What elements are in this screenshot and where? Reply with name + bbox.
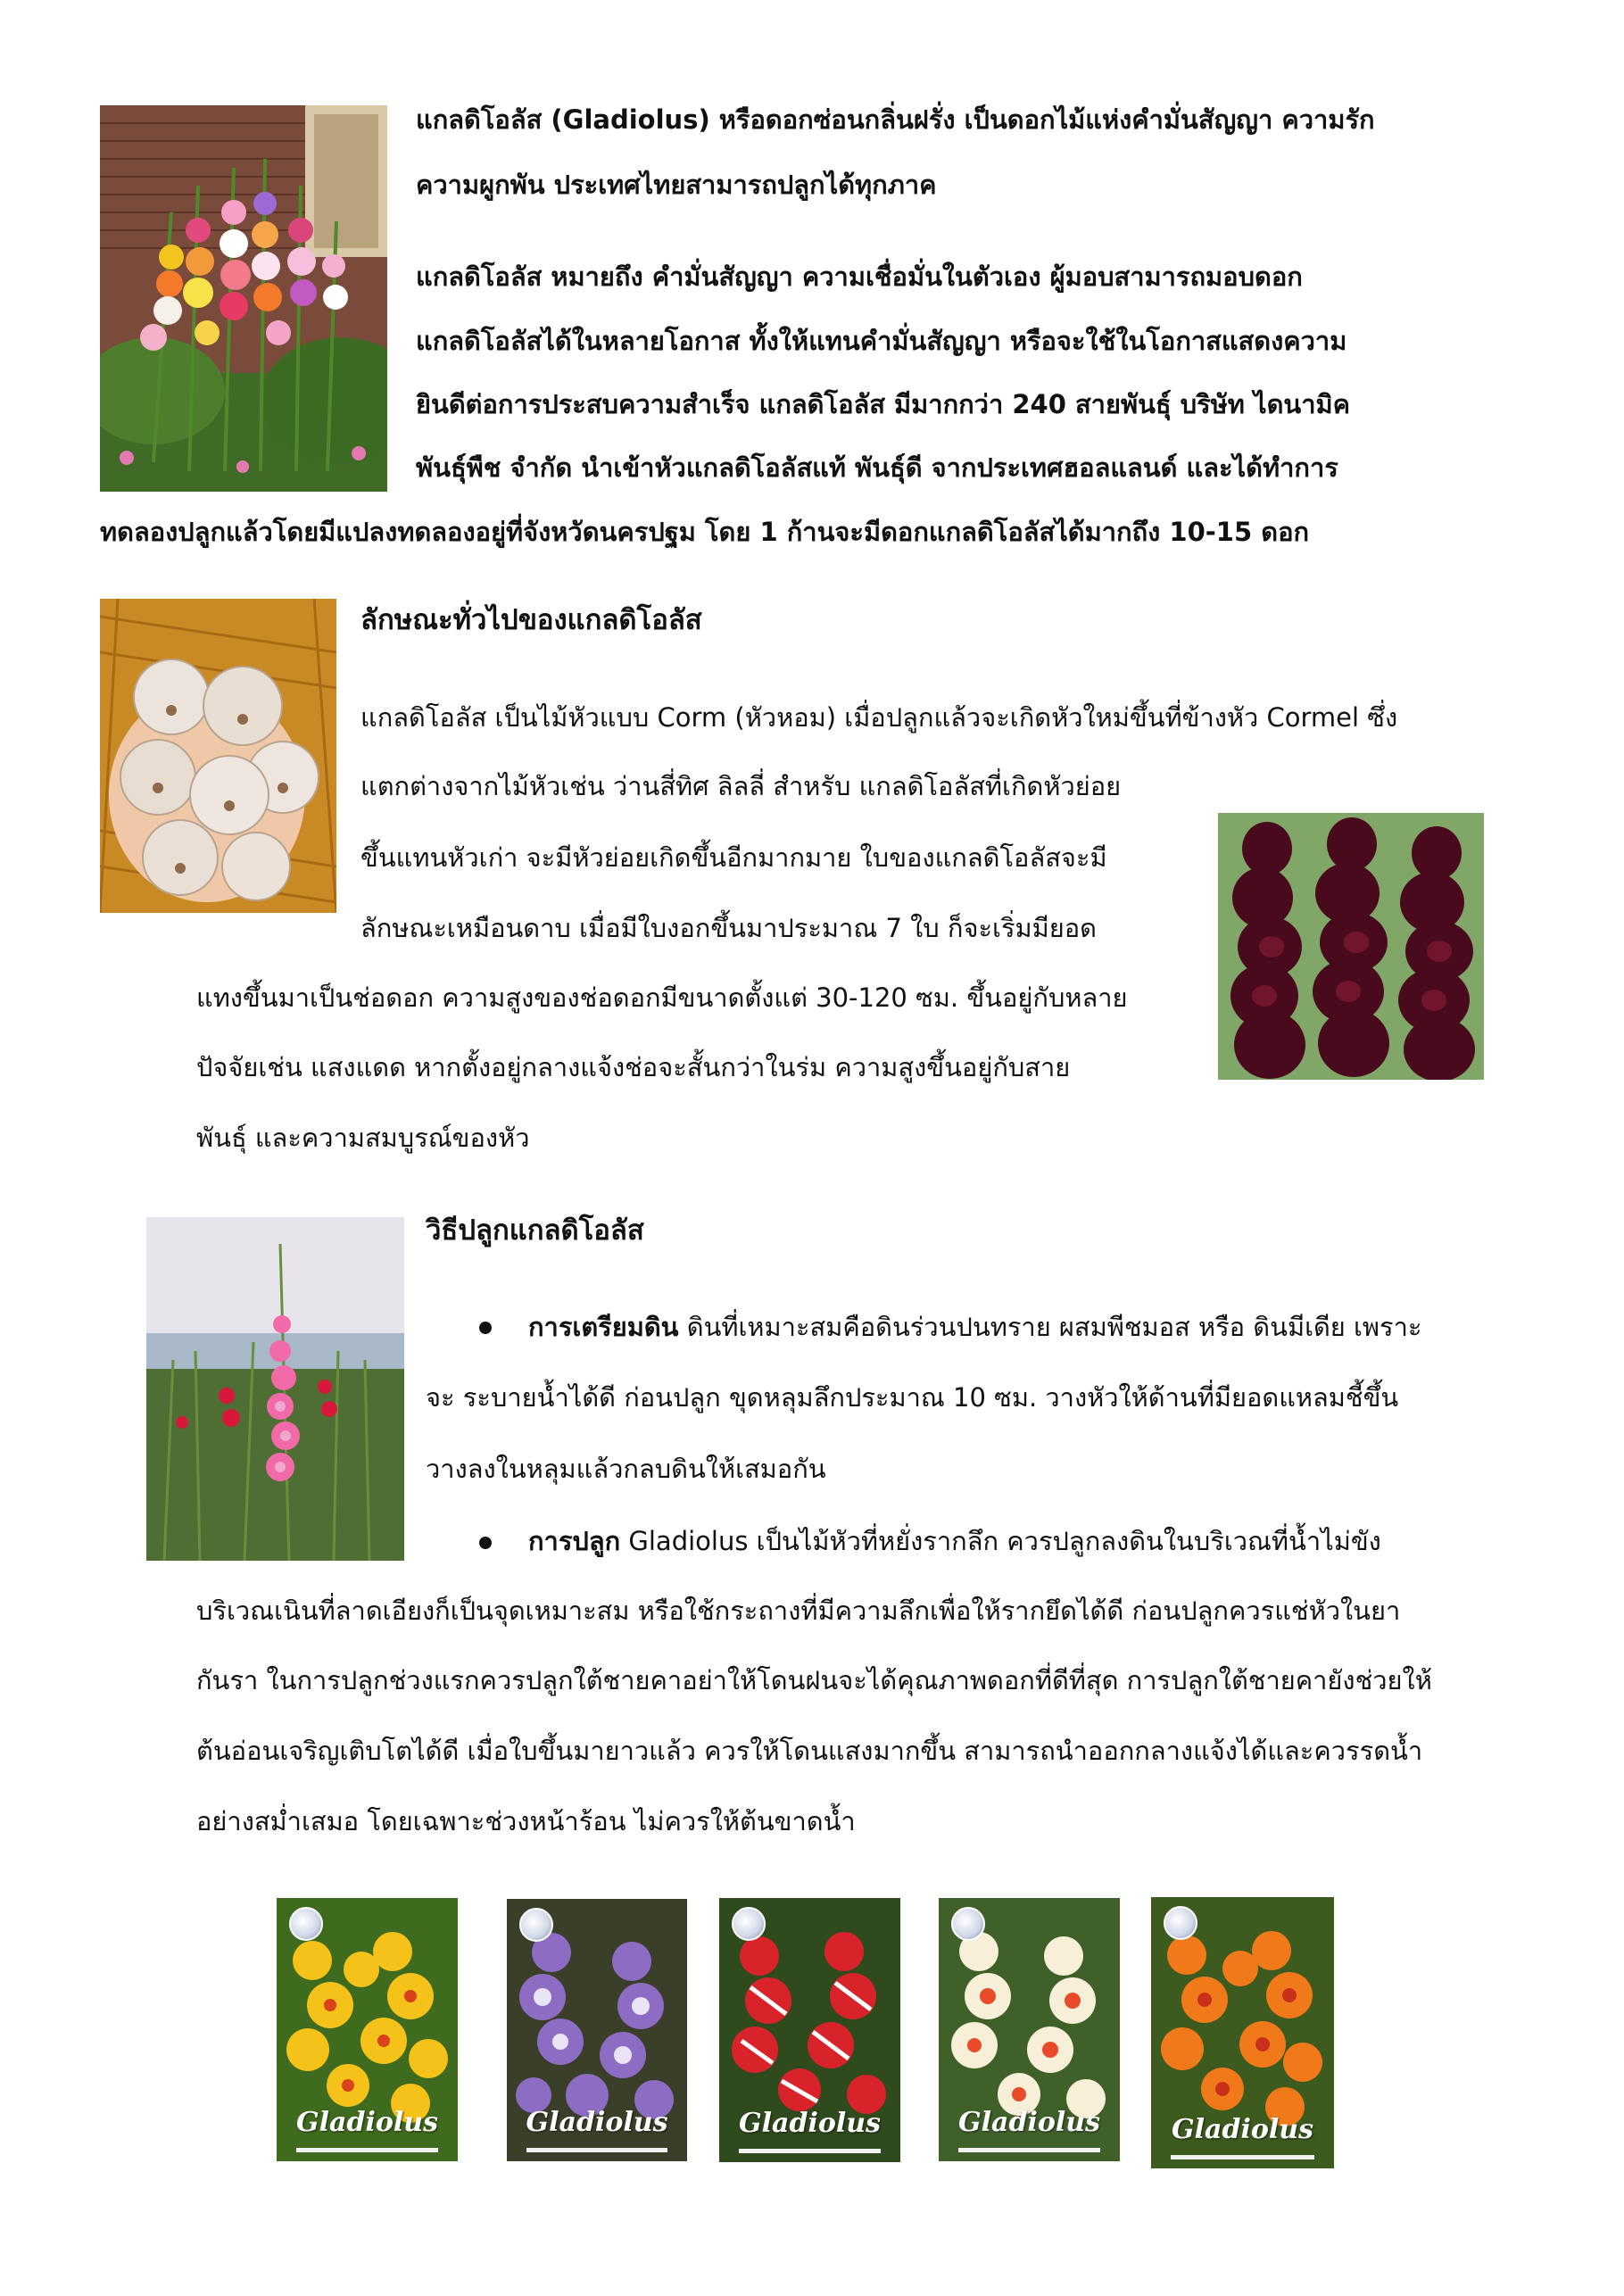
soil-line-3: วางลงในหลุมแล้วกลบดินให้เสมอกัน (426, 1454, 826, 1484)
soil-line-2: จะ ระบายน้ำได้ดี ก่อนปลูก ขุดหลุมลึกประมาณ 10 ซม. วางหัวให้ด้านที่มียอดแหลมชี้ขึ้น (426, 1382, 1399, 1413)
intro-line-6: พันธุ์พืช จำกัด นำเข้าหัวแกลดิโอลัสแท้ พันธุ์ดี จากประเทศฮอลแลนด์ และได้ทำการ (416, 452, 1338, 483)
pack-orange-badge (1164, 1906, 1197, 1940)
general-line-1: แกลดิโอลัส เป็นไม้หัวแบบ Corm (หัวหอม) เมื่อปลูกแล้วจะเกิดหัวใหม่ขึ้นที่ข้างหัว Cormel ซึ่ง (360, 702, 1398, 733)
general-line-5: แทงขึ้นมาเป็นช่อดอก ความสูงของช่อดอกมีขนาดตั้งแต่ 30-120 ซม. ขึ้นอยู่กับหลาย (196, 982, 1128, 1013)
plant-line-3: กันรา ในการปลูกช่วงแรกควรปลูกใต้ชายคาอย่าให้โดนฝนจะได้คุณภาพดอกที่ดีที่สุด การปลูกใต้ชายคายังช่วยให้ (196, 1665, 1432, 1695)
gladiolus-bulbs-photo (100, 599, 336, 913)
dark-red-gladiolus-photo (1218, 813, 1484, 1080)
intro-line-5: ยินดีต่อการประสบความสำเร็จ แกลดิโอลัส มีมากกว่า 240 สายพันธุ์ บริษัท ไดนามิค (416, 389, 1351, 419)
pack-red-stripe (739, 2149, 881, 2153)
plant-line-5: อย่างสม่ำเสมอ โดยเฉพาะช่วงหน้าร้อน ไม่ควรให้ต้นขาดน้ำ (196, 1806, 856, 1836)
plant-first-line (528, 1523, 1381, 1559)
pack-red-badge (732, 1907, 766, 1941)
plant-first-text: Gladiolus เป็นไม้หัวที่หยั่งรากลึก ควรปลูกลงดินในบริเวณที่น้ำไม่ขัง (620, 1526, 1381, 1556)
intro-line-4: แกลดิโอลัสได้ในหลายโอกาส ทั้งให้แทนคำมั่นสัญญา หรือจะใช้ในโอกาสแสดงความ (416, 326, 1347, 356)
pink-gladiolus-field-photo (146, 1217, 404, 1561)
gladiolus-pack-red-white (719, 1898, 900, 2162)
intro-line-1: แกลดิโอลัส (Gladiolus) หรือดอกซ่อนกลิ่นฝรั่ง เป็นดอกไม้แห่งคำมั่นสัญญา ความรัก (416, 104, 1375, 135)
pack-cream-badge (951, 1907, 985, 1941)
pack-yellow-stripe (296, 2148, 438, 2152)
general-line-3: ขึ้นแทนหัวเก่า จะมีหัวย่อยเกิดขึ้นอีกมากมาย ใบของแกลดิโอลัสจะมี (360, 842, 1107, 873)
gladiolus-pack-purple (507, 1899, 687, 2161)
general-heading: ลักษณะทั่วไปของแกลดิโอลัส (360, 604, 702, 636)
gladiolus-pack-cream (939, 1898, 1120, 2161)
general-line-2: แตกต่างจากไม้หัวเช่น ว่านสี่ทิศ ลิลลี่ สำหรับ แกลดิโอลัสที่เกิดหัวย่อย (360, 771, 1122, 801)
general-line-6: ปัจจัยเช่น แสงแดด หากตั้งอยู่กลางแจ้งช่อจะสั้นกว่าในร่ม ความสูงขึ้นอยู่กับสาย (196, 1052, 1071, 1082)
soil-first-text: ดินที่เหมาะสมคือดินร่วนปนทราย ผสมพีชมอส หรือ ดินมีเดีย เพราะ (678, 1312, 1422, 1342)
soil-first-line (528, 1309, 1422, 1345)
garden-gladiolus-photo (100, 105, 387, 492)
intro-line-2: ความผูกพัน ประเทศไทยสามารถปลูกได้ทุกภาค (416, 170, 937, 200)
pack-yellow-badge (289, 1907, 323, 1941)
intro-line-7: ทดลองปลูกแล้วโดยมีแปลงทดลองอยู่ที่จังหวัดนครปฐม โดย 1 ก้านจะมีดอกแกลดิโอลัสได้มากถึง 10-15 ดอก (100, 517, 1310, 547)
plant-bullet (479, 1537, 492, 1549)
pack-red-label: Gladiolus (739, 2108, 881, 2139)
general-line-4: ลักษณะเหมือนดาบ เมื่อมีใบงอกขึ้นมาประมาณ 7 ใบ ก็จะเริ่มมียอด (360, 913, 1097, 943)
plant-line-2: บริเวณเนินที่ลาดเอียงก็เป็นจุดเหมาะสม หรือใช้กระถางที่มีความลึกเพื่อให้รากยึดได้ดี ก่อนปลูกควรแช่หัวในยา (196, 1596, 1401, 1626)
pack-purple-label: Gladiolus (526, 2107, 668, 2138)
pack-orange-stripe (1171, 2155, 1314, 2159)
pack-orange-label: Gladiolus (1172, 2114, 1313, 2145)
soil-label: การเตรียมดิน (528, 1312, 679, 1342)
pack-yellow-label: Gladiolus (296, 2107, 438, 2138)
pack-cream-label: Gladiolus (958, 2107, 1100, 2138)
pack-purple-badge (519, 1908, 553, 1942)
pack-cream-stripe (958, 2148, 1100, 2152)
plant-line-4: ต้นอ่อนเจริญเติบโตได้ดี เมื่อใบขึ้นมายาวแล้ว ควรให้โดนแสงมากขึ้น สามารถนำออกกลางแจ้งได้และควรรดน้ำ (196, 1736, 1423, 1766)
soil-bullet (479, 1322, 492, 1334)
gladiolus-pack-orange (1151, 1897, 1334, 2168)
gladiolus-pack-yellow (277, 1898, 458, 2161)
plant-label: การปลูก (528, 1526, 621, 1556)
intro-line-3: แกลดิโอลัส หมายถึง คำมั่นสัญญา ความเชื่อมั่นในตัวเอง ผู้มอบสามารถมอบดอก (416, 261, 1303, 292)
general-line-7: พันธุ์ และความสมบูรณ์ของหัว (196, 1123, 530, 1153)
planting-heading: วิธีปลูกแกลดิโอลัส (426, 1214, 644, 1247)
pack-purple-stripe (526, 2148, 667, 2152)
